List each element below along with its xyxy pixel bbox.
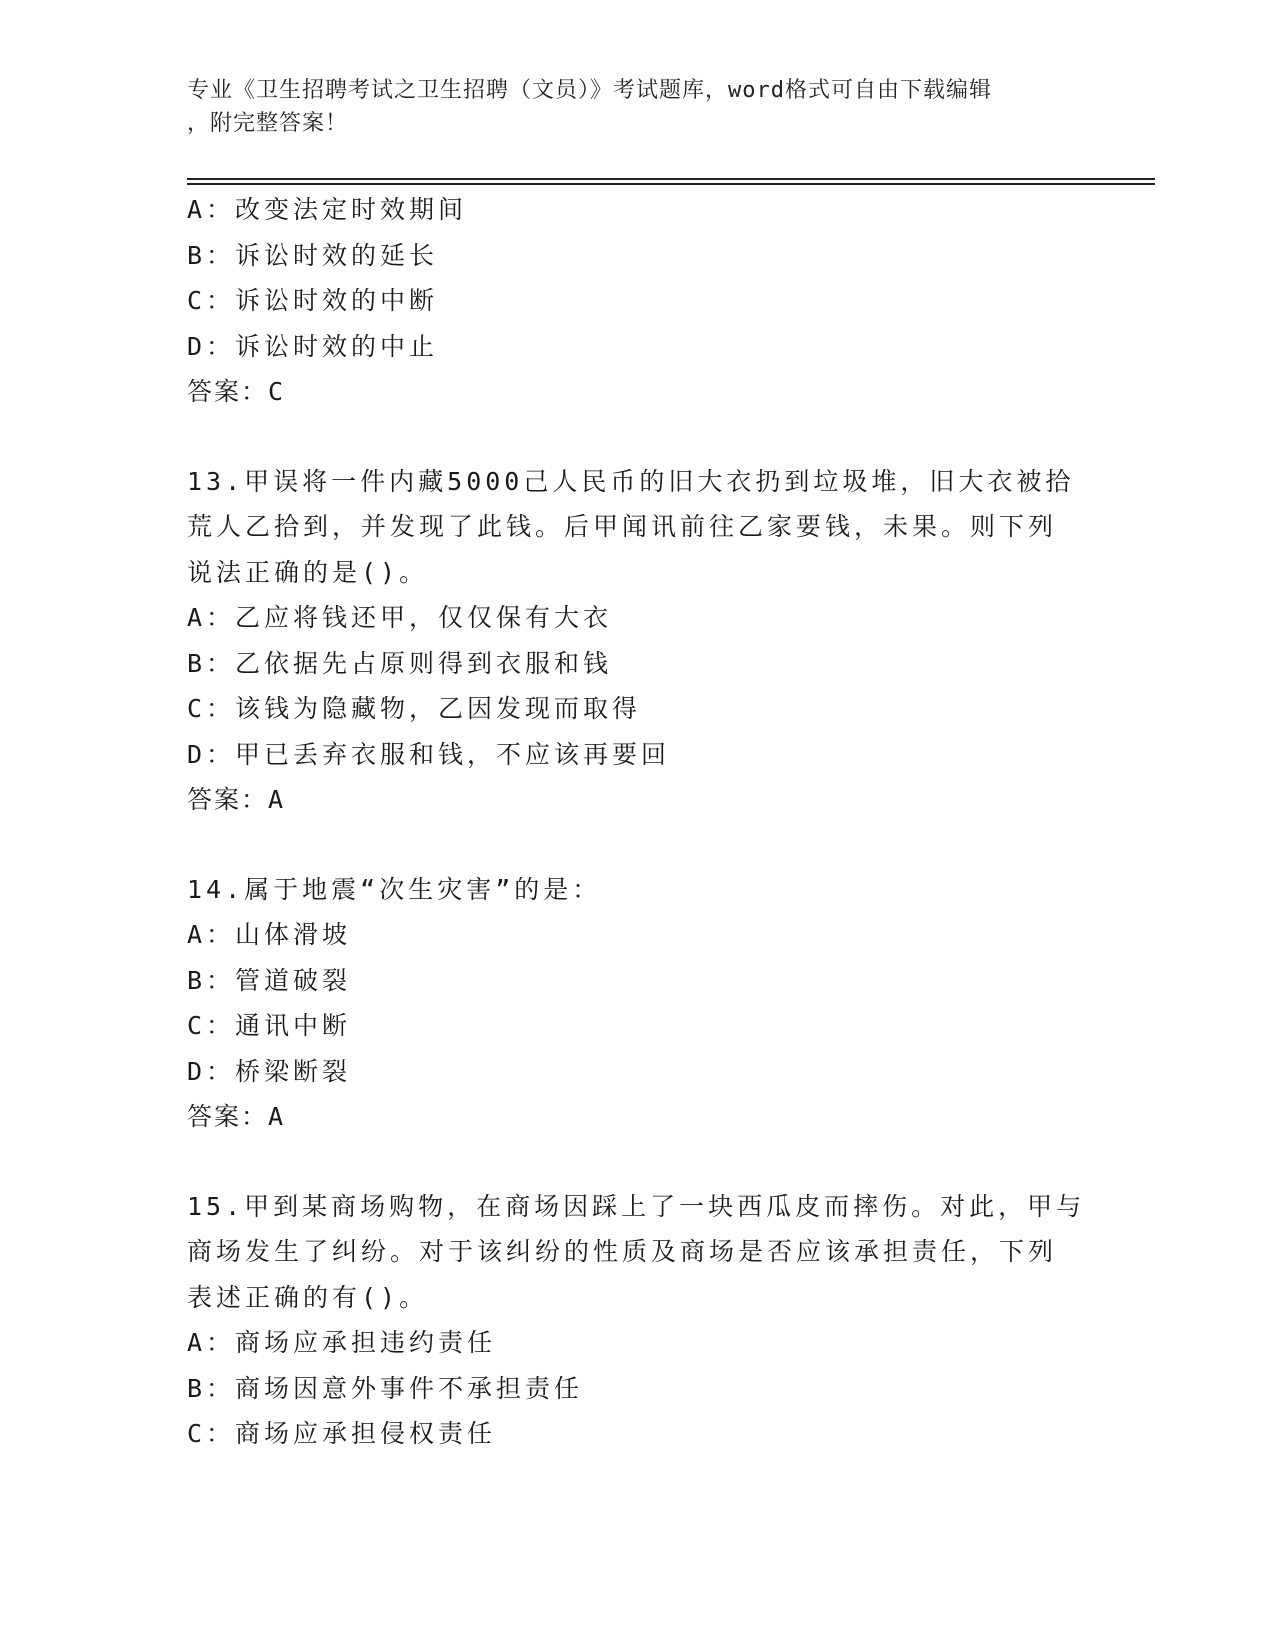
option-d: D：桥梁断裂 bbox=[187, 1056, 352, 1086]
document-header bbox=[187, 74, 1067, 140]
question-text-line: 说法正确的是()。 bbox=[187, 557, 429, 587]
option-c: C：诉讼时效的中断 bbox=[187, 286, 439, 315]
option-b: B：管道破裂 bbox=[187, 965, 352, 995]
answer-line: 答案：A bbox=[187, 785, 286, 814]
option-d: D：诉讼时效的中止 bbox=[187, 331, 439, 361]
option-a: A：商场应承担违约责任 bbox=[187, 1328, 497, 1357]
question-text-line: 荒人乙拾到，并发现了此钱。后甲闻讯前往乙家要钱，未果。则下列 bbox=[187, 512, 1058, 541]
continued-question bbox=[187, 187, 1087, 415]
spacer bbox=[187, 1140, 1087, 1184]
question-text-line: 表述正确的有()。 bbox=[187, 1282, 429, 1312]
spacer bbox=[187, 823, 1087, 867]
spacer bbox=[187, 415, 1087, 459]
option-a: A：山体滑坡 bbox=[187, 920, 352, 949]
question-text-line: 商场发生了纠纷。对于该纠纷的性质及商场是否应该承担责任，下列 bbox=[187, 1237, 1058, 1266]
question-content bbox=[187, 187, 1087, 1457]
answer-line: 答案：C bbox=[187, 377, 286, 406]
question-text-line: 13.甲误将一件内藏5000己人民币的旧大衣扔到垃圾堆，旧大衣被拾 bbox=[187, 466, 1075, 496]
option-c: C：通讯中断 bbox=[187, 1011, 352, 1040]
option-a: A：乙应将钱还甲，仅仅保有大衣 bbox=[187, 603, 613, 632]
header-title-line-1: 专业《卫生招聘考试之卫生招聘（文员）》考试题库，word格式可自由下载编辑 bbox=[187, 78, 992, 103]
question-text-line: 15.甲到某商场购物，在商场因踩上了一块西瓜皮而摔伤。对此，甲与 bbox=[187, 1191, 1086, 1221]
header-rule-bottom bbox=[187, 183, 1155, 185]
option-c: C：该钱为隐藏物，乙因发现而取得 bbox=[187, 694, 642, 723]
option-a: A：改变法定时效期间 bbox=[187, 195, 468, 224]
question-15 bbox=[187, 1184, 1087, 1457]
option-d: D：甲已丢弃衣服和钱，不应该再要回 bbox=[187, 739, 671, 769]
header-rule-top bbox=[187, 178, 1155, 180]
header-title-line-2: ，附完整答案！ bbox=[187, 111, 349, 136]
option-b: B：商场因意外事件不承担责任 bbox=[187, 1373, 584, 1403]
question-13 bbox=[187, 459, 1087, 823]
answer-line: 答案：A bbox=[187, 1102, 286, 1131]
option-c: C：商场应承担侵权责任 bbox=[187, 1419, 497, 1448]
question-14 bbox=[187, 867, 1087, 1140]
option-b: B：乙依据先占原则得到衣服和钱 bbox=[187, 648, 613, 678]
question-text-line: 14.属于地震“次生灾害”的是： bbox=[187, 874, 602, 904]
option-b: B：诉讼时效的延长 bbox=[187, 240, 439, 270]
